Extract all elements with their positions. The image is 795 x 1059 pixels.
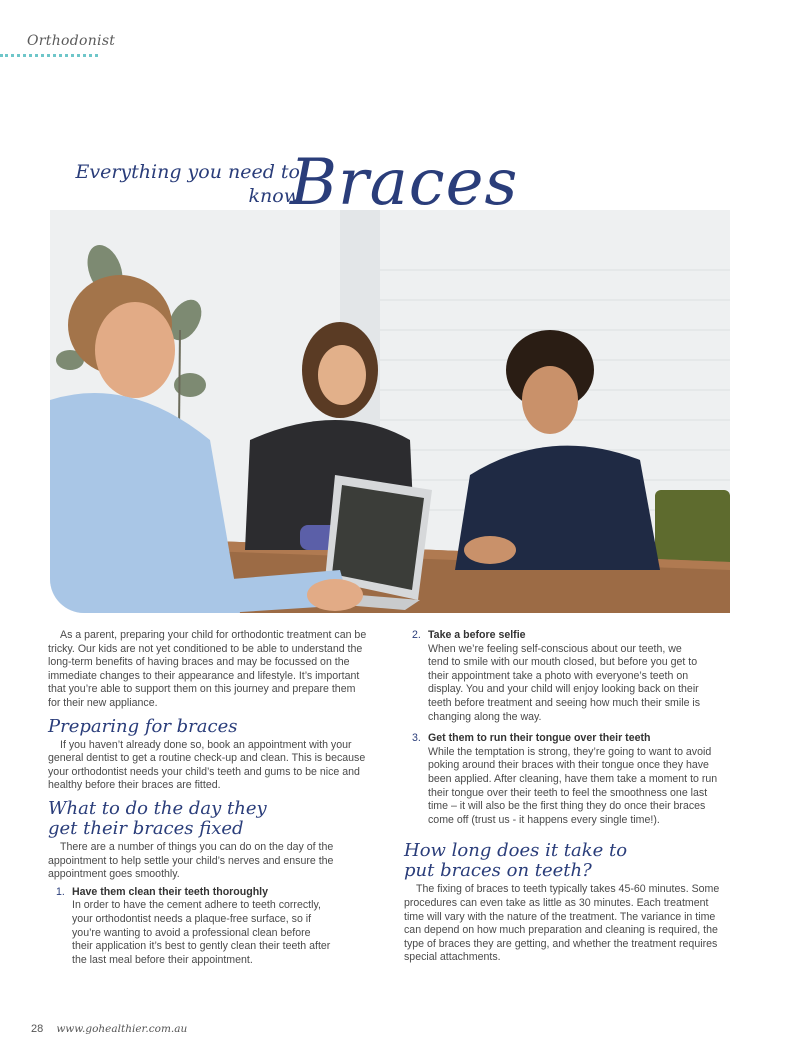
step-title: Take a before selfie bbox=[428, 629, 526, 641]
how-long-heading bbox=[404, 841, 726, 881]
preparing-paragraph: If you haven’t already done so, book an appointment with your general dentist to get a routine check-up and clean. This is because your orthodontist needs your child’s teeth and gums to be nice and healthy before their braces are fitted. bbox=[48, 738, 366, 792]
website-url: www.gohealthier.com.au bbox=[56, 1023, 188, 1035]
step-item bbox=[404, 629, 703, 724]
section-divider bbox=[0, 54, 98, 57]
step-body: When we’re feeling self-conscious about our teeth, we tend to smile with our mouth closed, but before you get to their appointment take a photo with everyone’s teeth on display. You and your child will enjoy looking back on their teeth before treatment and seeing how much their smile is changing along the way. bbox=[428, 642, 701, 723]
day-heading-line1: What to do the day they bbox=[48, 797, 267, 819]
day-paragraph: There are a number of things you can do on the day of the appointment to help settle your child’s nerves and ensure the appointment goes smoothly. bbox=[48, 840, 334, 881]
step-body: In order to have the cement adhere to teeth correctly, your orthodontist needs a plaque-free surface, so if you’re wanting to avoid a professional clean before their application it’s best to gently clean their teeth after the last meal before their appointment. bbox=[72, 899, 331, 966]
hero-subtitle-line1: Everything you need to know bbox=[75, 161, 300, 207]
section-label: Orthodonist bbox=[27, 33, 116, 49]
step-number: 3. bbox=[412, 732, 421, 745]
step-item bbox=[404, 732, 723, 827]
how-long-paragraph: The fixing of braces to teeth typically takes 45-60 minutes. Some procedures can even take as little as 30 minutes. Each treatment time will vary with the nature of the treatment. The variance in time can depend on how much preparation and cleaning is required, the type of braces they are getting, and whether the treatment requires special attachments. bbox=[404, 883, 720, 964]
right-column bbox=[404, 629, 726, 965]
day-heading bbox=[48, 799, 370, 839]
left-column bbox=[48, 629, 370, 967]
step-title: Have them clean their teeth thoroughly bbox=[72, 885, 269, 898]
how-long-heading-line2: put braces on teeth? bbox=[404, 860, 592, 882]
step-body: While the temptation is strong, they’re going to want to avoid poking around their braces with their tongue once they have been applied. After cleaning, have them take a moment to run their tongue over their teeth to feel the smoothness one last time – it will also be the first thing they do once their braces come off (trust us - it happens every single time!). bbox=[428, 745, 718, 826]
step-title: Get them to run their tongue over their teeth bbox=[428, 732, 651, 745]
how-long-heading-line1: How long does it take to bbox=[404, 840, 628, 862]
page-footer bbox=[31, 1023, 187, 1035]
day-heading-line2: get their braces fixed bbox=[48, 817, 244, 839]
step-number: 2. bbox=[412, 629, 421, 641]
step-item bbox=[48, 886, 332, 968]
preparing-heading: Preparing for braces bbox=[48, 715, 238, 737]
page-number: 28 bbox=[31, 1023, 44, 1035]
intro-paragraph: As a parent, preparing your child for orthodontic treatment can be tricky. Our kids are not yet conditioned to be able to understand the long-term benefits of having braces and may be focussed on the immediate changes to their appearance and lifestyle. It’s important that you’re able to support them on this journey and prepare them for their new appliance. bbox=[48, 629, 367, 709]
hero-photo bbox=[50, 210, 730, 613]
hero-title: Braces bbox=[290, 146, 519, 220]
step-number: 1. bbox=[56, 885, 65, 898]
hero-photo-illustration bbox=[50, 210, 730, 613]
